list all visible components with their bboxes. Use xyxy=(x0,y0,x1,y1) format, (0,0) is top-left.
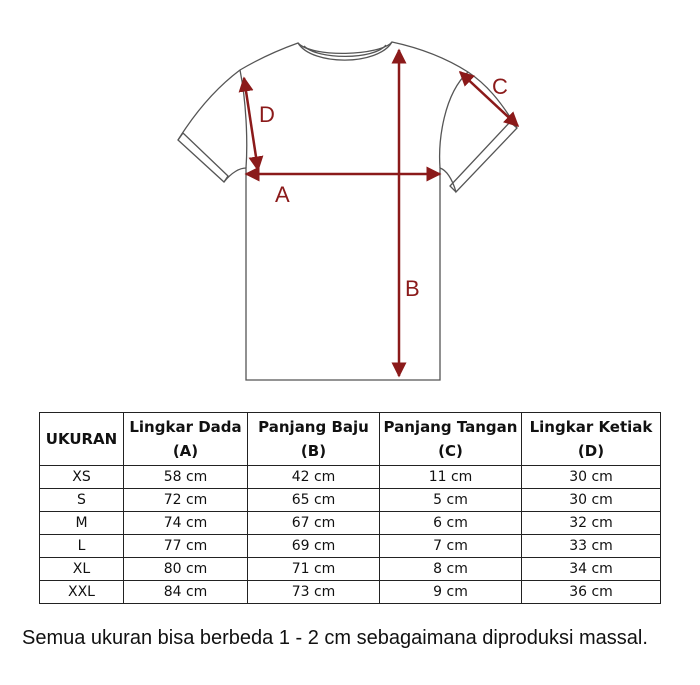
label-b: B xyxy=(405,276,420,301)
col-header-size: UKURAN xyxy=(40,413,124,466)
tshirt-outline xyxy=(178,42,517,380)
table-cell: 8 cm xyxy=(380,558,522,581)
table-row xyxy=(40,512,661,535)
table-row xyxy=(40,581,661,604)
table-cell: S xyxy=(40,489,124,512)
table-cell: L xyxy=(40,535,124,558)
table-cell: 32 cm xyxy=(522,512,661,535)
table-cell: 73 cm xyxy=(248,581,380,604)
table-cell: 6 cm xyxy=(380,512,522,535)
table-row xyxy=(40,466,661,489)
table-row xyxy=(40,535,661,558)
table-row xyxy=(40,558,661,581)
table-cell: 30 cm xyxy=(522,489,661,512)
table-cell: 72 cm xyxy=(124,489,248,512)
table-cell: 69 cm xyxy=(248,535,380,558)
size-table xyxy=(39,412,661,604)
col-header-chest: Lingkar Dada (A) xyxy=(124,413,248,466)
table-cell: XL xyxy=(40,558,124,581)
table-cell: 7 cm xyxy=(380,535,522,558)
table-cell: 33 cm xyxy=(522,535,661,558)
table-cell: 80 cm xyxy=(124,558,248,581)
col-header-length: Panjang Baju (B) xyxy=(248,413,380,466)
col-header-armhole: Lingkar Ketiak (D) xyxy=(522,413,661,466)
table-cell: 5 cm xyxy=(380,489,522,512)
table-cell: 34 cm xyxy=(522,558,661,581)
table-cell: M xyxy=(40,512,124,535)
col-header-sleeve: Panjang Tangan (C) xyxy=(380,413,522,466)
table-cell: 67 cm xyxy=(248,512,380,535)
table-header-row xyxy=(40,413,661,466)
table-cell: 9 cm xyxy=(380,581,522,604)
table-cell: 42 cm xyxy=(248,466,380,489)
table-cell: 65 cm xyxy=(248,489,380,512)
label-c: C xyxy=(492,74,508,99)
label-a: A xyxy=(275,182,290,207)
table-cell: 30 cm xyxy=(522,466,661,489)
table-cell: 58 cm xyxy=(124,466,248,489)
table-cell: 77 cm xyxy=(124,535,248,558)
table-cell: 74 cm xyxy=(124,512,248,535)
arrow-c-sleeve-length xyxy=(460,72,518,126)
measurement-arrows xyxy=(244,50,518,376)
table-cell: XS xyxy=(40,466,124,489)
table-row xyxy=(40,489,661,512)
table-cell: 11 cm xyxy=(380,466,522,489)
table-cell: 36 cm xyxy=(522,581,661,604)
label-d: D xyxy=(259,102,275,127)
table-cell: 84 cm xyxy=(124,581,248,604)
table-cell: XXL xyxy=(40,581,124,604)
size-disclaimer: Semua ukuran bisa berbeda 1 - 2 cm sebagaimana diproduksi massal. xyxy=(22,627,648,649)
table-cell: 71 cm xyxy=(248,558,380,581)
